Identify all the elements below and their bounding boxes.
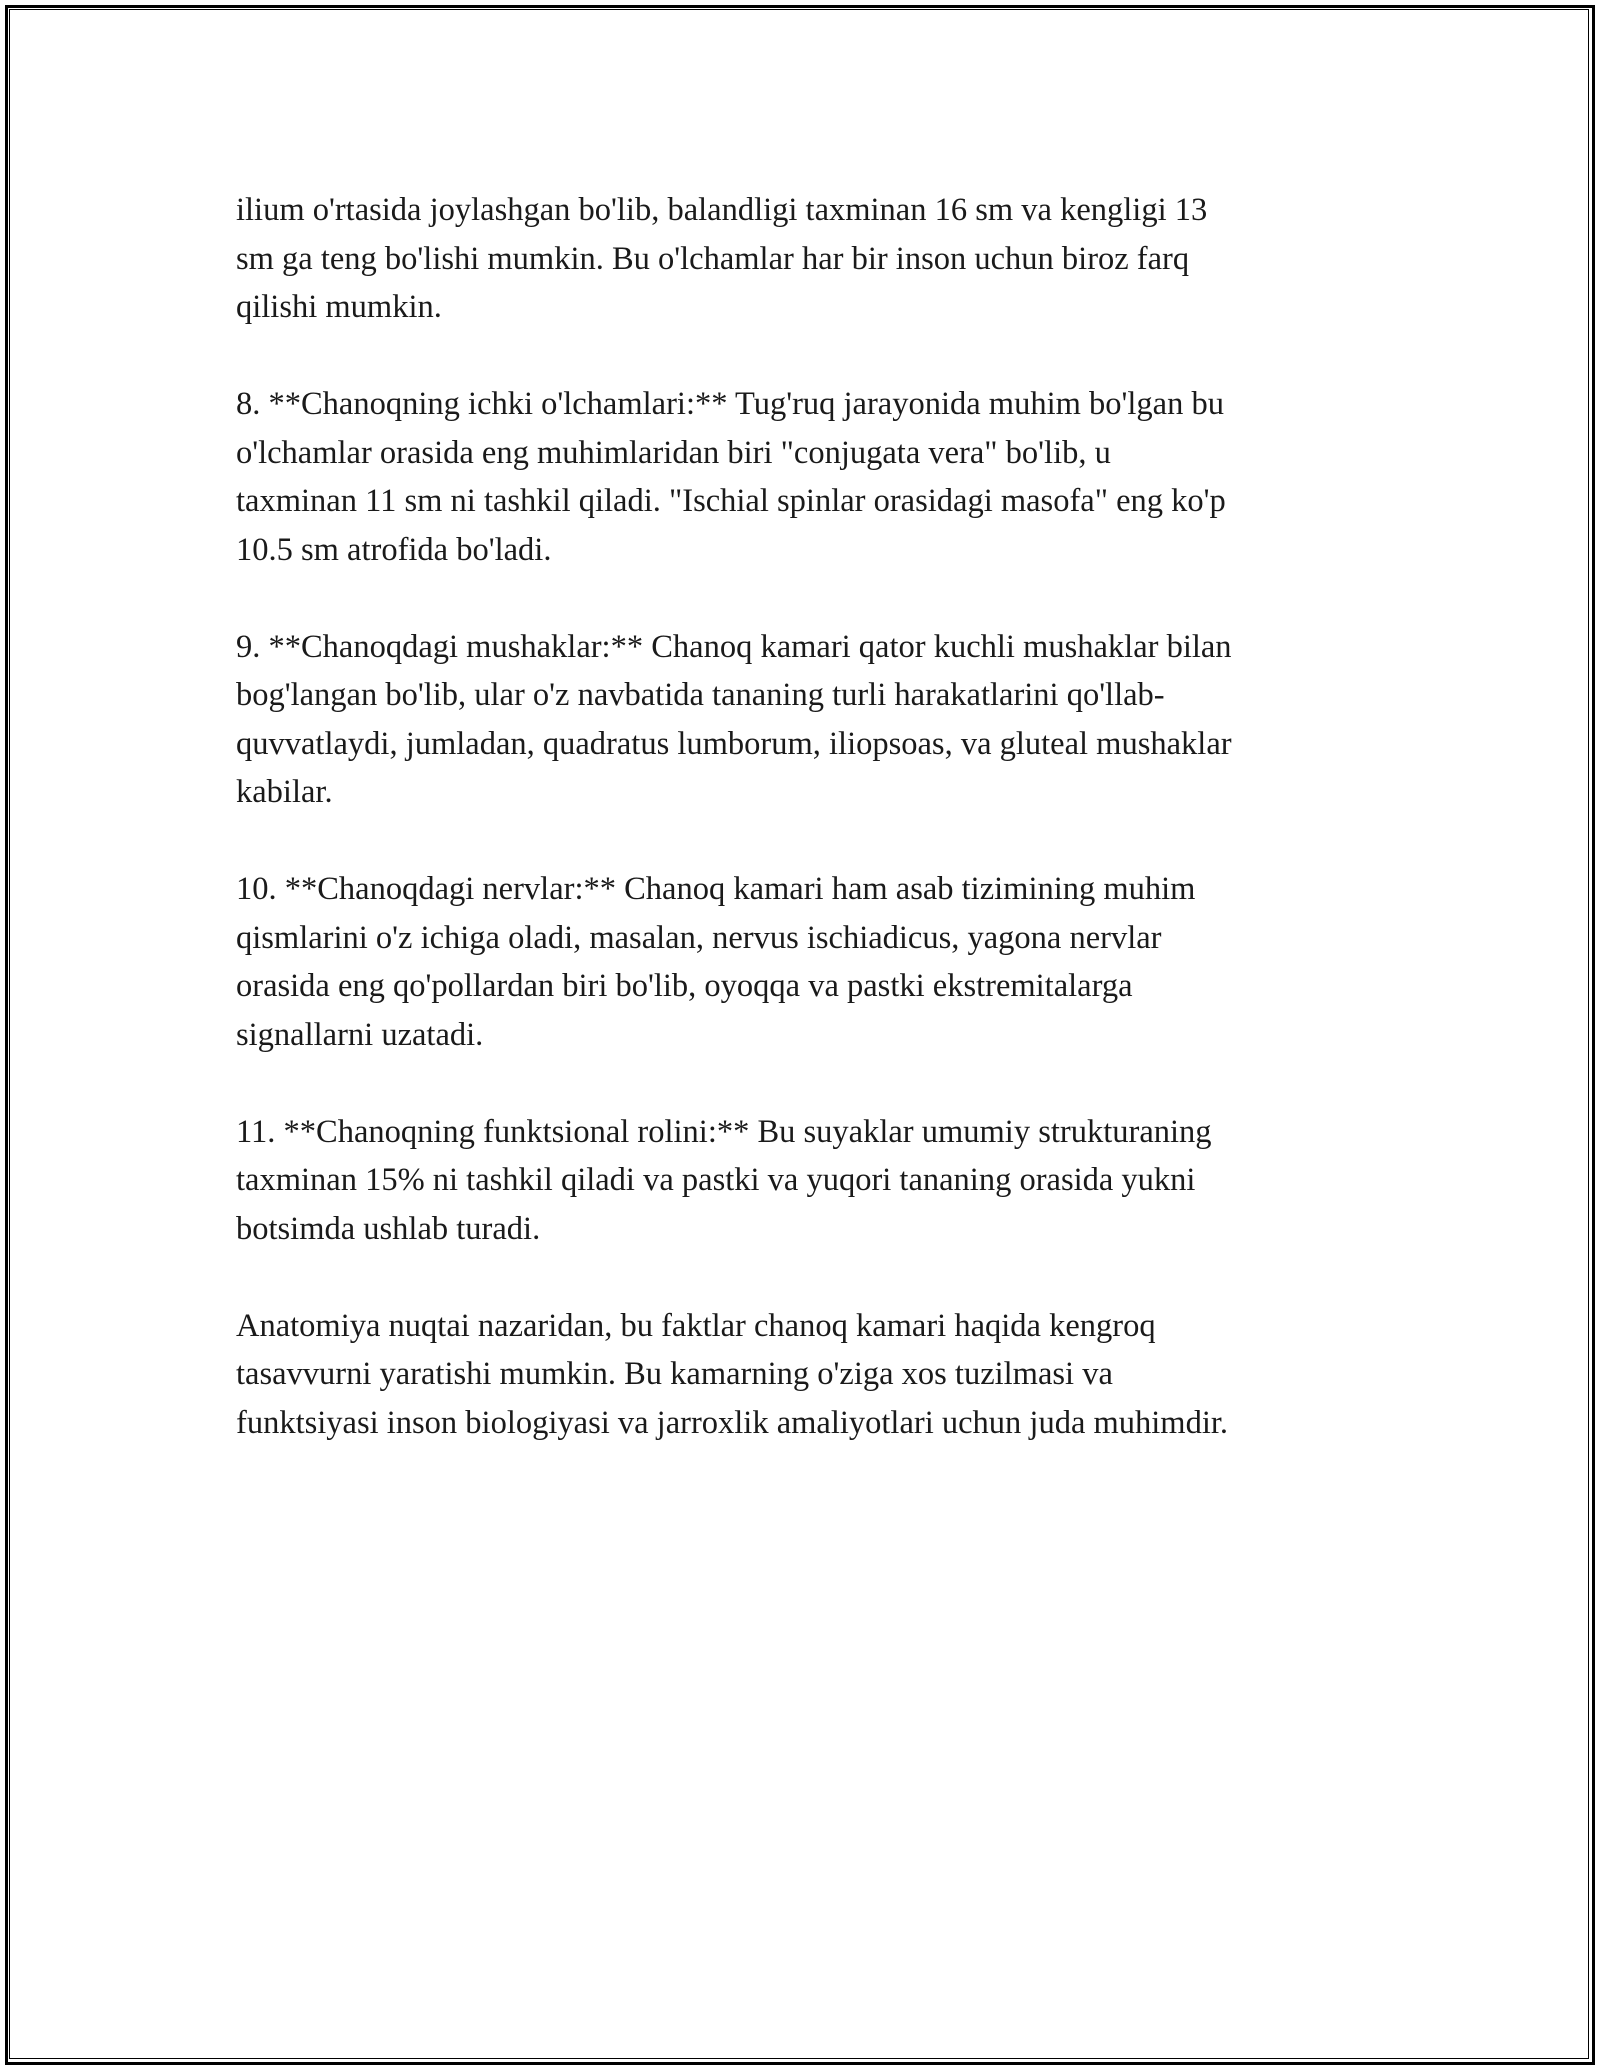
paragraph-pelvis-dimensions: ilium o'rtasida joylashgan bo'lib, balandligi taxminan 16 sm va kengligi 13 sm ga teng bo'lishi mumkin. Bu o'lchamlar har bir inson uchun biroz farq qilishi mumkin.	[236, 192, 1208, 325]
paragraph-internal-dimensions: 8. **Chanoqning ichki o'lchamlari:** Tug'ruq jarayonida muhim bo'lgan bu o'lchamlar orasida eng muhimlaridan biri "conjugata vera" bo'lib, u taxminan 11 sm ni tashkil qiladi. "Ischial spinlar orasidagi masofa" eng ko'p 10.5 sm atrofida bo'ladi.	[236, 386, 1226, 568]
document-body	[236, 186, 1386, 1496]
paragraph-pelvic-nerves: 10. **Chanoqdagi nervlar:** Chanoq kamari ham asab tizimining muhim qismlarini o'z ichiga oladi, masalan, nervus ischiadicus, yagona nervlar orasida eng qo'pollardan biri bo'lib, oyoqqa va pastki ekstremitalarga signallarni uzatadi.	[236, 871, 1196, 1053]
paragraph-functional-role: 11. **Chanoqning funktsional rolini:** Bu suyaklar umumiy strukturaning taxminan 15% ni tashkil qiladi va pastki va yuqori tananing orasida yukni botsimda ushlab turadi.	[236, 1113, 1212, 1247]
paragraph-conclusion: Anatomiya nuqtai nazaridan, bu faktlar chanoq kamari haqida kengroq tasavvurni yaratishi mumkin. Bu kamarning o'ziga xos tuzilmasi va funktsiyasi inson biologiyasi va jarroxlik amaliyotlari uchun juda muhimdir.	[236, 1307, 1229, 1441]
paragraph-pelvic-muscles: 9. **Chanoqdagi mushaklar:** Chanoq kamari qator kuchli mushaklar bilan bog'langan bo'lib, ular o'z navbatida tananing turli harakatlarini qo'llab- quvvatlaydi, jumladan, quadratus lumborum, iliopsoas, va gluteal mushaklar kabilar.	[236, 628, 1232, 810]
